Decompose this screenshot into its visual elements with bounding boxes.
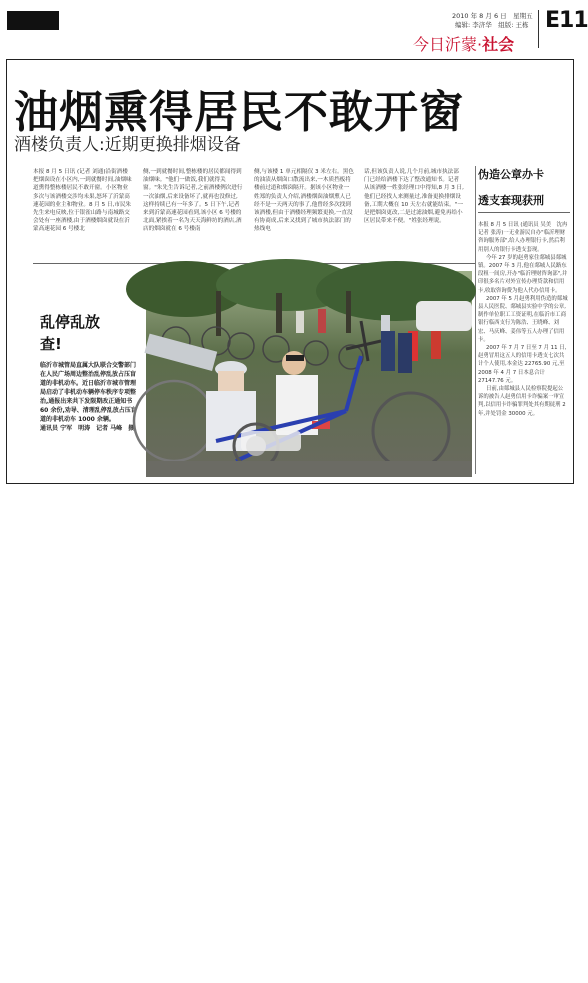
main-headline: 油烟熏得居民不敢开窗 [14, 87, 464, 138]
main-column-1 [33, 168, 133, 234]
side-title-line-1: 伪造公章办卡 [478, 168, 544, 181]
masthead-block [7, 11, 59, 30]
main-column-2 [143, 168, 243, 234]
main-subhead: 酒楼负责人:近期更换排烟设备 [14, 135, 241, 155]
header-divider [538, 10, 539, 48]
column-text: 本报 8 月 5 日讯 (记者 刘通)沿街酒楼把烟囱设在小区内,一到就餐时间,油烟味道熏得整栋楼居民不敢开窗。小区物业多次与该酒楼交涉均未果,怒坏了沂蒙高速花园的业主和物业。8 月 5 日,市民朱先生来电反映,位于银雀山路与南城路交会处有一座酒楼,由于酒楼烟囱就设在沂蒙高速花园 6 号楼北 [33, 169, 132, 233]
photo-story-body [40, 361, 140, 433]
photo-story-title: 乱停乱放查! [40, 313, 101, 353]
photo-story-text: 临沂市城管局直属大队联合交警部门在人民广场周边整治乱停乱放占压盲道的非机动车。近日临沂市城市管理局启动了非机动车辆停车秩序专项整治,通报出来共下发限期改正通知书 60 余份,劝导、清理乱停乱放占压盲道的非机动车 1000 余辆。 [40, 362, 137, 423]
main-column-4 [364, 168, 464, 225]
section-name [413, 32, 514, 55]
side-paragraph: 本报 8 月 5 日讯 (通讯员 吴美 沈冉 记者 张涛)一无业游民自办"临沂理财咨询服务部",给人办理银行卡,然后利用别人的银行卡透支套现。 [478, 222, 573, 253]
column-text: 话,但该负责人说,几个月前,城市执法部门已经给酒楼下达了整改通知书。记者从该酒楼一姓张经理口中得知,8 月 3 日,他们已经找人来测量过,准备更换排烟设备,工期大概在 10 天左右就能结束。"一是把烟囱更改,二是过滤油烟,避免再给小区居民带来不便。"姓张经理说。 [364, 169, 464, 225]
page-number: E11 [545, 8, 588, 33]
side-paragraph: 2007 年 5 月赵勇利用伪造的郯城县人民医院、郯城县实验中学的公章,制作单位职工工资证明,在临沂市工商银行临西支行为陈浩、王晓峰、刘宏、马庆峰、姜伟等五人办理了信用卡。 [478, 295, 568, 343]
section-highlight: 社会 [482, 35, 515, 54]
side-paragraph: 日前,由郯城县人民检察院提起公诉的被告人赵勇信用卡诈骗案一审宣判,以信用卡诈骗罪判处其有期徒刑 2 年,并处罚金 30000 元。 [478, 386, 566, 417]
side-paragraph: 2007 年 7 月 7 日至 7 月 11 日,赵勇冒用这五人的信用卡透支七次共计个人使用,本金达 22765.90 元,至 2008 年 4 月 7 日本息合计 27147.76 元。 [478, 345, 567, 384]
side-paragraph: 今年 27 岁的赵勇家住郯城县郯城镇。2007 年 3 月,他在郯城人民路东段租一间房,开办"临沂理财咨询部",并印很多名片对外宣传办理贷款和信用卡,收取咨询费为他人代办信用卡。 [478, 254, 568, 294]
date-line: 2010 年 8 月 6 日 星期五 [452, 12, 533, 20]
photo-byline: 通讯员 宁军 明涛 记者 马峰 摄 [40, 425, 135, 432]
side-title-line-2: 透支套现获刑 [478, 194, 544, 207]
side-story-body [478, 221, 573, 418]
side-story [478, 166, 573, 418]
side-story-divider [475, 166, 476, 474]
editor-line: 编辑: 李济华 组版: 王栋 [455, 21, 529, 29]
photo-illustration-icon [146, 271, 472, 477]
side-title-rule [478, 212, 570, 213]
main-column-3 [254, 168, 354, 234]
column-text: 侧,一到就餐时间,整栋楼的居民都闻得到油烟味。"他们一做饭,我们就得关窗。"朱先生告诉记者,之前酒楼例次进行一次油烟,后来设备坏了,就再也没修过,这样持续已有一年多了。5 日下午,记者来到沂蒙高速花园看到,该小区 6 号楼的北面,紧挨着一名为天天海鲜坊的酒店,酒店的烟囱就在 6 号楼南 [143, 169, 243, 233]
news-photo-bicycle-cleanup [146, 271, 472, 477]
column-text: 侧,与该楼 1 单元相隔仅 3 米左右。黑色的油渍从烟囱口散流出来,一木质挡板将楼前过道和烟囱隔开。据该小区物业一姓郑的负责人介绍,酒楼烟囱油烟熏人已经不是一天两天的事了,他曾经多次找到该酒楼,但由于酒楼经理频繁更换,一直没有协商成,后来又找到了城市执法部门的热线电 [254, 169, 354, 233]
section-name-text: 今日沂蒙· [413, 35, 483, 54]
